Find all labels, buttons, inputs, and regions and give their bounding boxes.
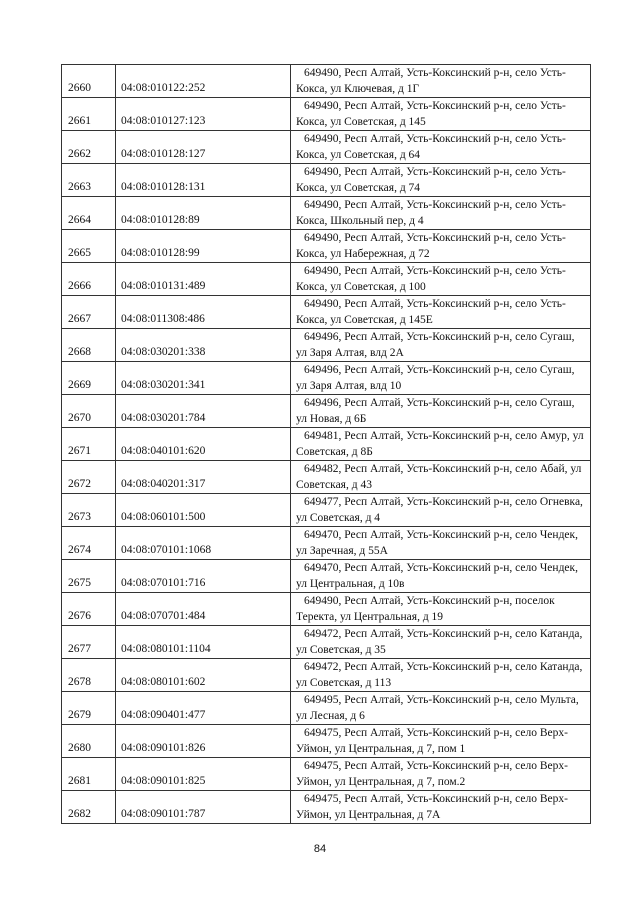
cadastral-number-cell: 04:08:070101:1068	[116, 527, 291, 560]
cadastral-number-cell: 04:08:010128:131	[116, 164, 291, 197]
table-row	[62, 593, 591, 626]
row-number-cell: 2676	[62, 593, 116, 626]
address-cell: 649470, Респ Алтай, Усть-Коксинский р-н, село Чендек, ул Заречная, д 55А	[291, 527, 591, 560]
table-row	[62, 692, 591, 725]
table-row	[62, 197, 591, 230]
cadastral-number-cell: 04:08:070101:716	[116, 560, 291, 593]
row-number-cell: 2661	[62, 98, 116, 131]
address-cell: 649477, Респ Алтай, Усть-Коксинский р-н, село Огневка, ул Советская, д 4	[291, 494, 591, 527]
address-cell: 649496, Респ Алтай, Усть-Коксинский р-н, село Сугаш, ул Новая, д 6Б	[291, 395, 591, 428]
address-cell: 649490, Респ Алтай, Усть-Коксинский р-н, село Усть-Кокса, ул Советская, д 145Е	[291, 296, 591, 329]
address-cell: 649490, Респ Алтай, Усть-Коксинский р-н, село Усть-Кокса, ул Советская, д 64	[291, 131, 591, 164]
cadastral-number-cell: 04:08:030201:338	[116, 329, 291, 362]
table-row	[62, 362, 591, 395]
row-number-cell: 2672	[62, 461, 116, 494]
row-number-cell: 2679	[62, 692, 116, 725]
address-cell: 649495, Респ Алтай, Усть-Коксинский р-н, село Мульта, ул Лесная, д 6	[291, 692, 591, 725]
address-cell: 649475, Респ Алтай, Усть-Коксинский р-н, село Верх-Уймон, ул Центральная, д 7А	[291, 791, 591, 824]
table-row	[62, 65, 591, 98]
table-row	[62, 461, 591, 494]
address-cell: 649470, Респ Алтай, Усть-Коксинский р-н, село Чендек, ул Центральная, д 10в	[291, 560, 591, 593]
table-row	[62, 230, 591, 263]
cadastral-number-cell: 04:08:010128:99	[116, 230, 291, 263]
table-row	[62, 791, 591, 824]
table-row	[62, 758, 591, 791]
address-cell: 649490, Респ Алтай, Усть-Коксинский р-н, село Усть-Кокса, ул Набережная, д 72	[291, 230, 591, 263]
cadastral-number-cell: 04:08:010128:127	[116, 131, 291, 164]
table-row	[62, 560, 591, 593]
cadastral-number-cell: 04:08:080101:602	[116, 659, 291, 692]
table-row	[62, 428, 591, 461]
address-cell: 649475, Респ Алтай, Усть-Коксинский р-н, село Верх-Уймон, ул Центральная, д 7, пом.2	[291, 758, 591, 791]
cadastral-number-cell: 04:08:010128:89	[116, 197, 291, 230]
address-cell: 649490, Респ Алтай, Усть-Коксинский р-н, село Усть-Кокса, ул Советская, д 145	[291, 98, 591, 131]
row-number-cell: 2665	[62, 230, 116, 263]
table-row	[62, 329, 591, 362]
cadastral-number-cell: 04:08:030201:784	[116, 395, 291, 428]
address-cell: 649490, Респ Алтай, Усть-Коксинский р-н, село Усть-Кокса, ул Ключевая, д 1Г	[291, 65, 591, 98]
cadastral-number-cell: 04:08:090101:825	[116, 758, 291, 791]
row-number-cell: 2673	[62, 494, 116, 527]
row-number-cell: 2660	[62, 65, 116, 98]
row-number-cell: 2667	[62, 296, 116, 329]
table-row	[62, 494, 591, 527]
address-cell: 649496, Респ Алтай, Усть-Коксинский р-н, село Сугаш, ул Заря Алтая, влд 10	[291, 362, 591, 395]
row-number-cell: 2680	[62, 725, 116, 758]
cadastral-number-cell: 04:08:090101:826	[116, 725, 291, 758]
row-number-cell: 2682	[62, 791, 116, 824]
table-row	[62, 527, 591, 560]
address-cell: 649475, Респ Алтай, Усть-Коксинский р-н, село Верх-Уймон, ул Центральная, д 7, пом 1	[291, 725, 591, 758]
row-number-cell: 2671	[62, 428, 116, 461]
table-row	[62, 626, 591, 659]
row-number-cell: 2666	[62, 263, 116, 296]
table-row	[62, 164, 591, 197]
row-number-cell: 2677	[62, 626, 116, 659]
table-row	[62, 98, 591, 131]
table-row	[62, 725, 591, 758]
cadastral-number-cell: 04:08:011308:486	[116, 296, 291, 329]
row-number-cell: 2675	[62, 560, 116, 593]
address-cell: 649490, Респ Алтай, Усть-Коксинский р-н, село Усть-Кокса, ул Советская, д 100	[291, 263, 591, 296]
registry-table	[61, 64, 591, 824]
address-cell: 649472, Респ Алтай, Усть-Коксинский р-н, село Катанда, ул Советская, д 35	[291, 626, 591, 659]
cadastral-number-cell: 04:08:090401:477	[116, 692, 291, 725]
table-row	[62, 131, 591, 164]
row-number-cell: 2669	[62, 362, 116, 395]
address-cell: 649482, Респ Алтай, Усть-Коксинский р-н, село Абай, ул Советская, д 43	[291, 461, 591, 494]
cadastral-number-cell: 04:08:040201:317	[116, 461, 291, 494]
row-number-cell: 2670	[62, 395, 116, 428]
registry-table-body	[62, 65, 591, 824]
row-number-cell: 2674	[62, 527, 116, 560]
table-row	[62, 296, 591, 329]
cadastral-number-cell: 04:08:090101:787	[116, 791, 291, 824]
page-number: 84	[313, 843, 327, 855]
address-cell: 649490, Респ Алтай, Усть-Коксинский р-н, село Усть-Кокса, Школьный пер, д 4	[291, 197, 591, 230]
cadastral-number-cell: 04:08:060101:500	[116, 494, 291, 527]
cadastral-number-cell: 04:08:010127:123	[116, 98, 291, 131]
table-row	[62, 263, 591, 296]
row-number-cell: 2664	[62, 197, 116, 230]
row-number-cell: 2663	[62, 164, 116, 197]
address-cell: 649490, Респ Алтай, Усть-Коксинский р-н, село Усть-Кокса, ул Советская, д 74	[291, 164, 591, 197]
cadastral-number-cell: 04:08:040101:620	[116, 428, 291, 461]
cadastral-number-cell: 04:08:010122:252	[116, 65, 291, 98]
table-row	[62, 395, 591, 428]
cadastral-number-cell: 04:08:030201:341	[116, 362, 291, 395]
address-cell: 649472, Респ Алтай, Усть-Коксинский р-н, село Катанда, ул Советская, д 113	[291, 659, 591, 692]
address-cell: 649481, Респ Алтай, Усть-Коксинский р-н, село Амур, ул Советская, д 8Б	[291, 428, 591, 461]
row-number-cell: 2668	[62, 329, 116, 362]
address-cell: 649496, Респ Алтай, Усть-Коксинский р-н, село Сугаш, ул Заря Алтая, влд 2А	[291, 329, 591, 362]
cadastral-number-cell: 04:08:070701:484	[116, 593, 291, 626]
address-cell: 649490, Респ Алтай, Усть-Коксинский р-н, поселок Теректа, ул Центральная, д 19	[291, 593, 591, 626]
row-number-cell: 2678	[62, 659, 116, 692]
cadastral-number-cell: 04:08:010131:489	[116, 263, 291, 296]
cadastral-number-cell: 04:08:080101:1104	[116, 626, 291, 659]
row-number-cell: 2662	[62, 131, 116, 164]
row-number-cell: 2681	[62, 758, 116, 791]
table-row	[62, 659, 591, 692]
